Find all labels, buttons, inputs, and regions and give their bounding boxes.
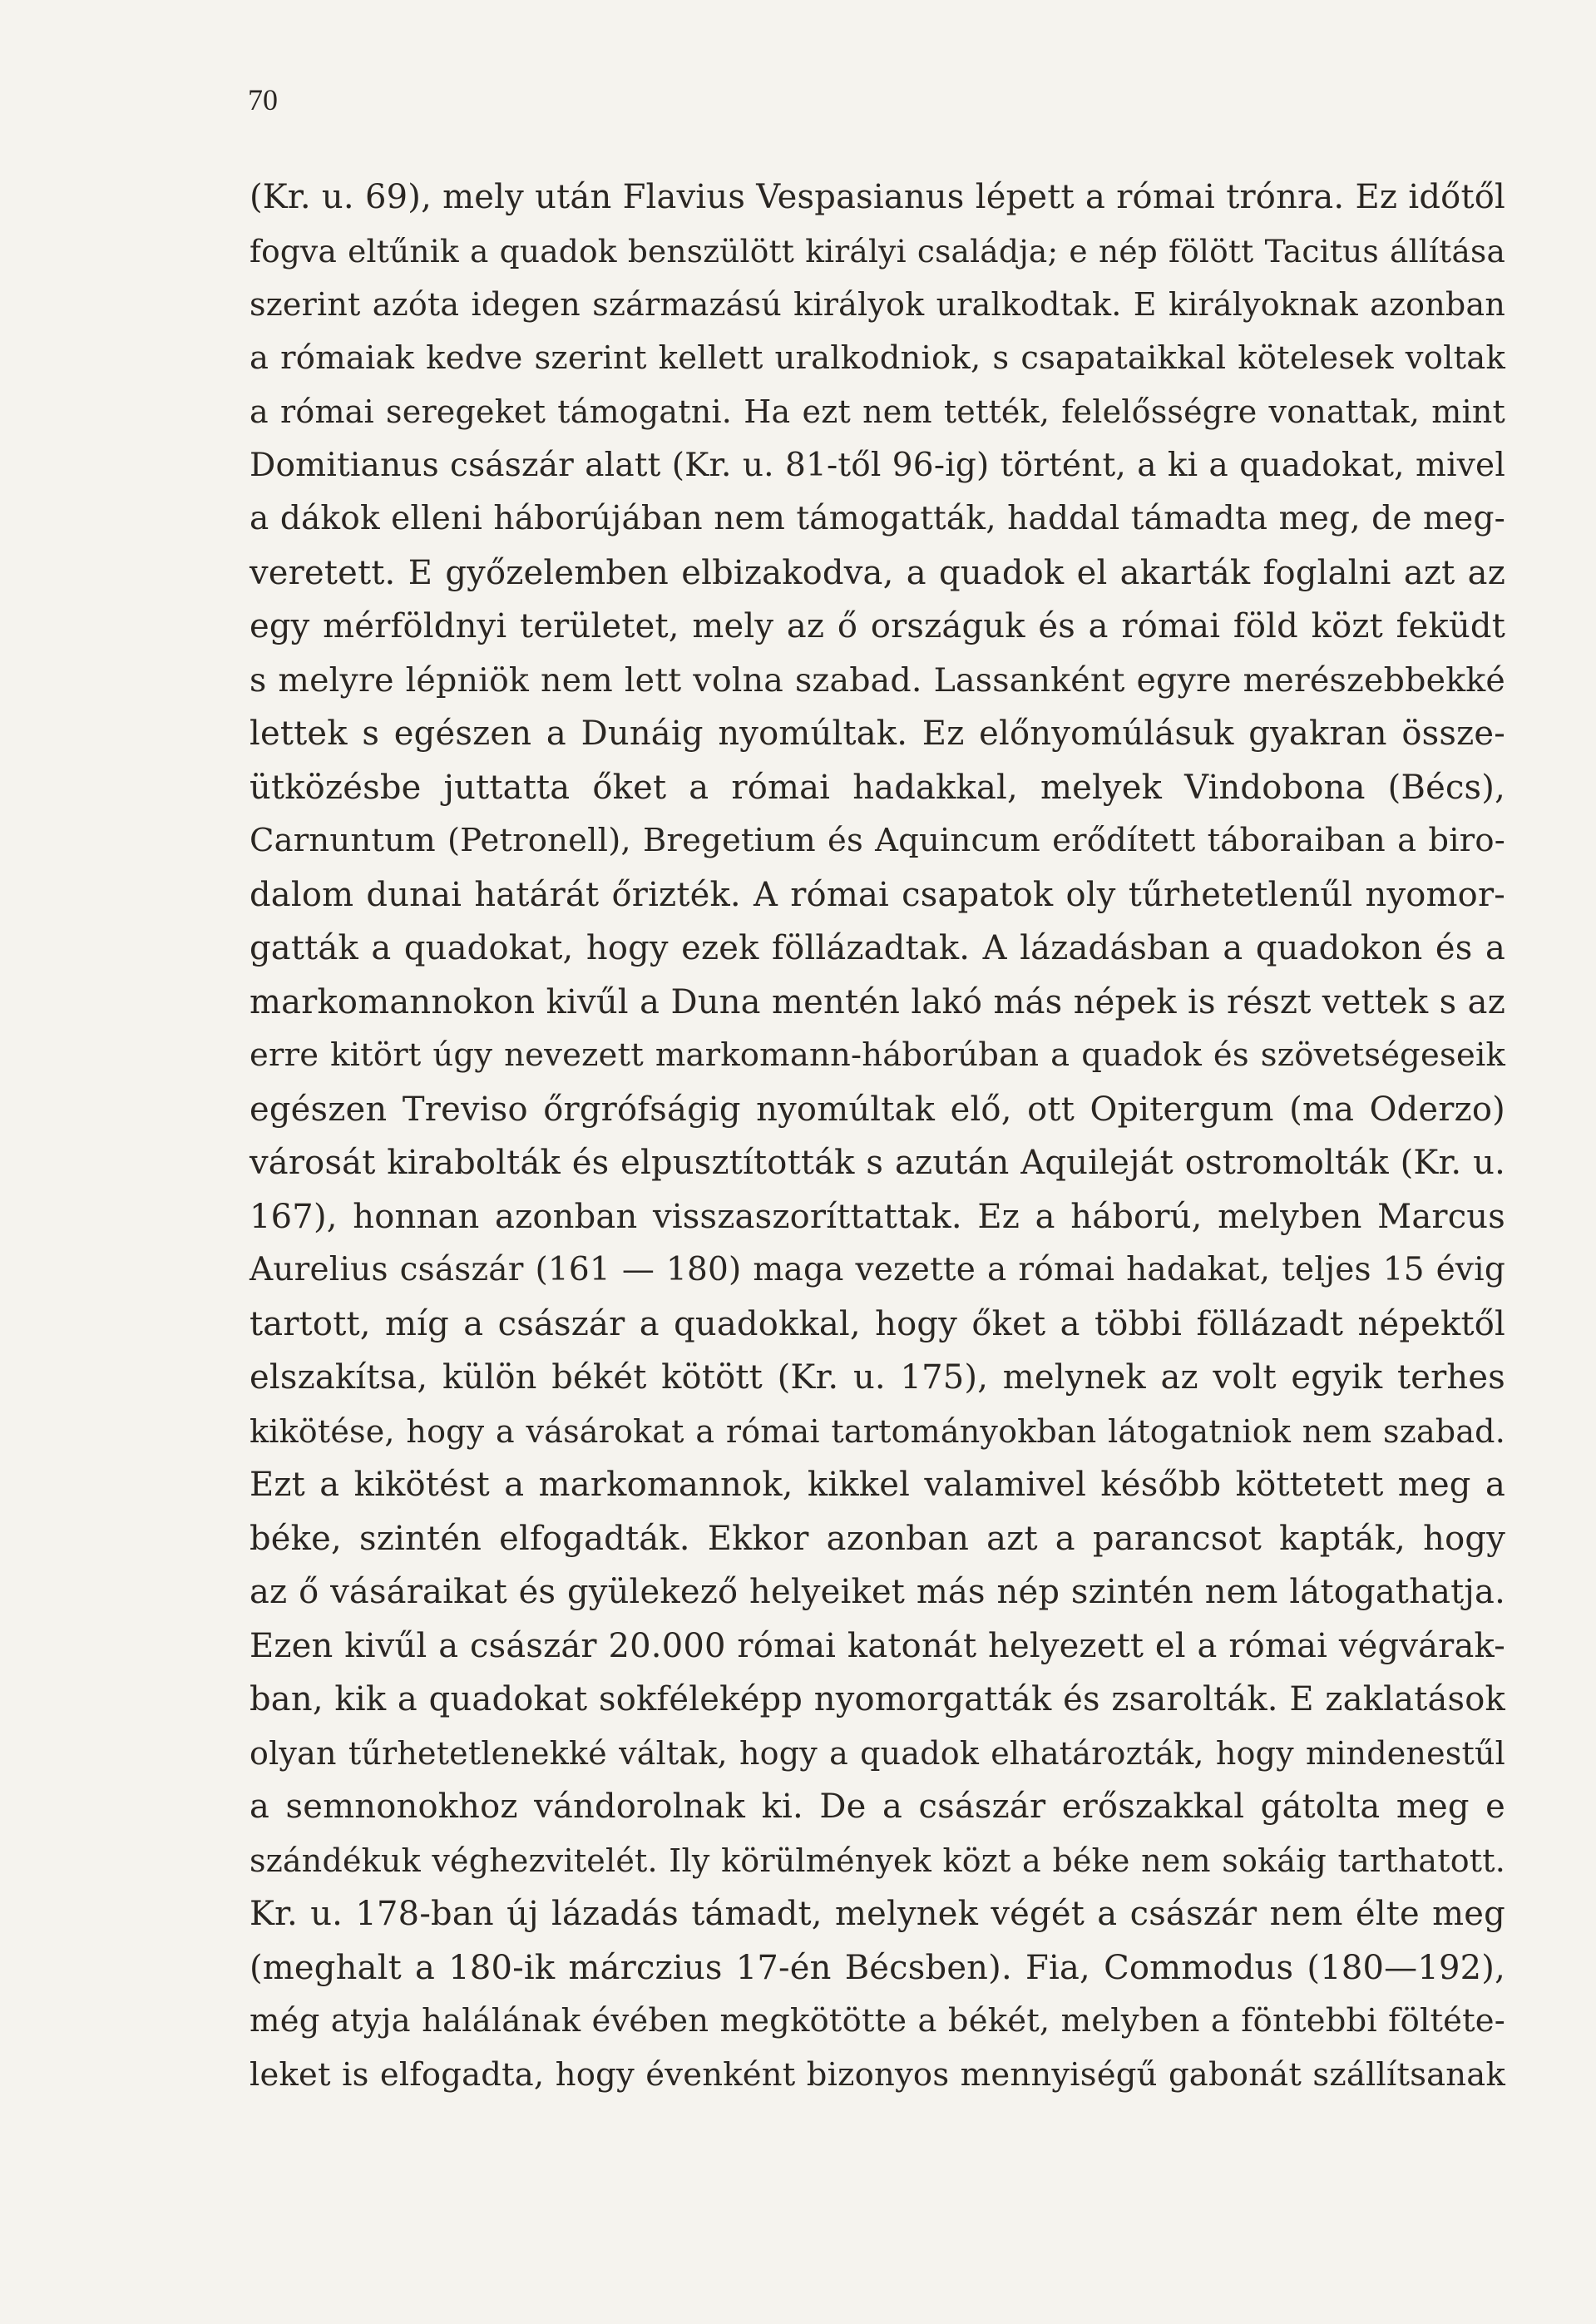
text-line: szándékuk véghezvitelét. Ily körülmények közt a béke nem sokáig tarthatott.: [250, 1842, 1505, 1879]
body-text: [250, 171, 1505, 2102]
text-line: egy mérföldnyi területet, mely az ő országuk és a római föld közt feküdt: [250, 607, 1505, 645]
text-line: kikötése, hogy a vásárokat a római tartományokban látogatniok nem szabad.: [250, 1412, 1505, 1450]
text-line: Ezen kivűl a császár 20.000 római katonát helyezett el a római végvárak-: [250, 1626, 1505, 1665]
text-line: ban, kik a quadokat sokféleképp nyomorgatták és zsarolták. E zaklatások: [250, 1680, 1505, 1718]
text-line: (Kr. u. 69), mely után Flavius Vespasianus lépett a római trónra. Ez időtől: [250, 178, 1505, 216]
text-line: tartott, míg a császár a quadokkal, hogy őket a többi föllázadt népektől: [250, 1304, 1505, 1343]
text-line: a dákok elleni háborújában nem támogatták, haddal támadta meg, de meg-: [250, 500, 1505, 537]
text-line: a semnonokhoz vándorolnak ki. De a császár erőszakkal gátolta meg e: [250, 1788, 1505, 1826]
text-line: Carnuntum (Petronell), Bregetium és Aquincum erődített táboraiban a biro-: [250, 822, 1505, 859]
text-line: fogva eltűnik a quadok benszülött királyi családja; e nép fölött Tacitus állítása: [250, 232, 1505, 269]
text-line: (meghalt a 180-ik márczius 17-én Bécsben). Fia, Commodus (180—192),: [250, 1948, 1505, 1987]
text-line: ütközésbe juttatta őket a római hadakkal, melyek Vindobona (Bécs),: [250, 768, 1505, 807]
text-line: Domitianus császár alatt (Kr. u. 81-től 96-ig) történt, a ki a quadokat, mivel: [250, 446, 1505, 484]
text-line: s melyre lépniök nem lett volna szabad. Lassanként egyre merészebbekké: [250, 660, 1505, 700]
text-line: dalom dunai határát őrizték. A római csapatok oly tűrhetetlenűl nyomor-: [250, 875, 1505, 914]
text-line: Aurelius császár (161 — 180) maga vezette a római hadakat, teljes 15 évig: [250, 1251, 1505, 1288]
text-line: városát kirabolták és elpusztították s azután Aquileját ostromolták (Kr. u.: [250, 1144, 1505, 1182]
text-line: erre kitört úgy nevezett markomann-háborúban a quadok és szövetségeseik: [250, 1036, 1505, 1074]
text-line: olyan tűrhetetlenekké váltak, hogy a quadok elhatározták, hogy mindenestűl: [250, 1734, 1505, 1772]
text-line: a római seregeket támogatni. Ha ezt nem tették, felelősségre vonattak, mint: [250, 393, 1505, 430]
text-line: markomannokon kivűl a Duna mentén lakó más népek is részt vettek s az: [250, 982, 1505, 1021]
text-line: Kr. u. 178-ban új lázadás támadt, melynek végét a császár nem élte meg: [250, 1895, 1505, 1933]
text-line: még atyja halálának évében megkötötte a békét, melyben a föntebbi föltéte-: [250, 2002, 1505, 2040]
text-line: Ezt a kikötést a markomannok, kikkel valamivel később köttetett meg a: [250, 1466, 1505, 1504]
text-line: 167), honnan azonban visszaszoríttattak. Ez a háború, melyben Marcus: [250, 1197, 1505, 1236]
text-line: a rómaiak kedve szerint kellett uralkodniok, s csapataikkal kötelesek voltak: [250, 339, 1505, 377]
text-line: lettek s egészen a Dunáig nyomúltak. Ez előnyomúlásuk gyakran össze-: [250, 715, 1505, 753]
text-line: egészen Treviso őrgrófságig nyomúltak elő, ott Opitergum (ma Oderzo): [250, 1090, 1505, 1129]
text-line: leket is elfogadta, hogy évenként bizonyos mennyiségű gabonát szállítsanak: [250, 2055, 1505, 2094]
text-line: veretett. E győzelemben elbizakodva, a quadok el akarták foglalni azt az: [250, 553, 1505, 592]
page-number: 70: [248, 83, 278, 116]
text-line: szerint azóta idegen származású királyok uralkodtak. E királyoknak azonban: [250, 286, 1505, 323]
text-line: gatták a quadokat, hogy ezek föllázadtak. A lázadásban a quadokon és a: [250, 929, 1505, 967]
text-line: elszakítsa, külön békét kötött (Kr. u. 175), melynek az volt egyik terhes: [250, 1358, 1505, 1397]
text-line: béke, szintén elfogadták. Ekkor azonban azt a parancsot kapták, hogy: [250, 1519, 1505, 1558]
text-line: az ő vásáraikat és gyülekező helyeiket más nép szintén nem látogathatja.: [250, 1573, 1505, 1611]
